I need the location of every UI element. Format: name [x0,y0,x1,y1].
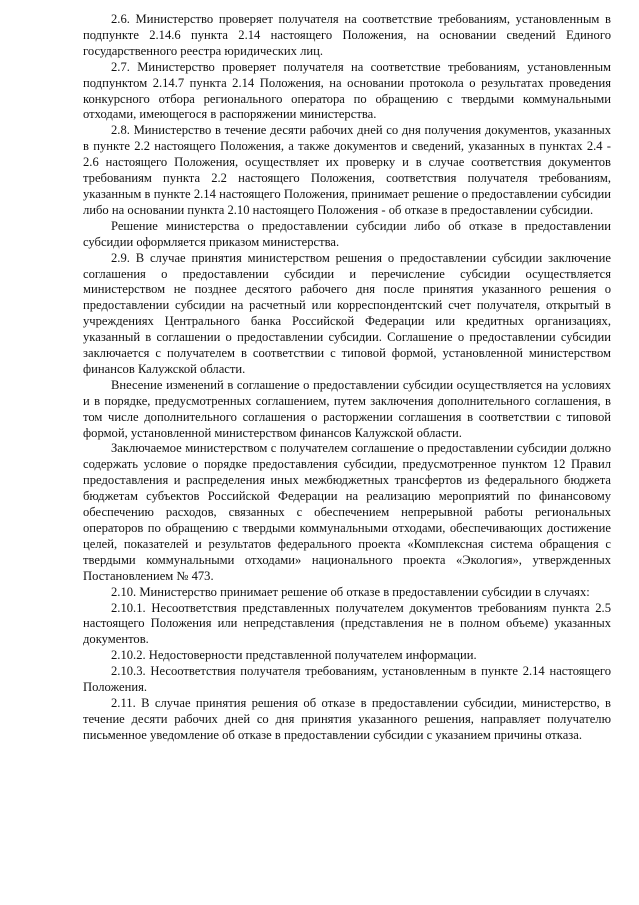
paragraph-2-10: 2.10. Министерство принимает решение об отказе в предоставлении субсидии в случаях: [111,584,590,599]
paragraph-2-8: 2.8. Министерство в течение десяти рабочих дней со дня получения документов, указанных в пункте 2.2 настоящего Положения, а также документов и сведений, указанных в пунктах 2.4 - 2.6 настоящего Положения, осуществляет их проверку и в случае соответствия документов требованиям пункта 2.2 настоящего Положения, соответствия получателя требованиям, указанным в пункте 2.14 настоящего Положения, принимает решение о предоставлении субсидии либо на основании пункта 2.10 настоящего Положения - об отказе в предоставлении субсидии. [83,123,611,217]
paragraph-decision: Решение министерства о предоставлении субсидии либо об отказе в предоставлении субсидии оформляется приказом министерства. [83,218,611,249]
paragraph-amendments: Внесение изменений в соглашение о предоставлении субсидии осуществляется на условиях и в порядке, предусмотренных соглашением, путем заключения дополнительного соглашения, в том числе дополнительного соглашения о расторжении соглашения в соответствии с типовой формой, установленной министерством финансов Калужской области. [83,377,611,440]
paragraph-2-6: 2.6. Министерство проверяет получателя на соответствие требованиям, установленным в подпункте 2.14.6 пункта 2.14 настоящего Положения, на основании сведений Единого государственного реестра юридических лиц. [83,12,611,58]
paragraph-2-10-1: 2.10.1. Несоответствия представленных получателем документов требованиям пункта 2.5 настоящего Положения или непредставления (представления не в полном объеме) указанных документов. [83,600,611,647]
paragraph-agreement-conditions: Заключаемое министерством с получателем соглашение о предоставлении субсидии должно содержать условие о порядке предоставления субсидии, предусмотренное пунктом 12 Правил предоставления и распределения иных межбюджетных трансфертов из федерального бюджета бюджетам субъектов Российской Федерации на реализацию мероприятий по финансовому обеспечению расходов, связанных с обеспечением непрерывной работы региональных операторов по обращению с твердыми коммунальными отходами, обеспечивающих достижение целей, показателей и результатов федерального проекта «Комплексная система обращения с твердыми коммунальными отходами» национального проекта «Экология», утвержденных Постановлением № 473. [83,441,611,583]
paragraph-2-7: 2.7. Министерство проверяет получателя на соответствие требованиям, установленным подпунктом 2.14.7 пункта 2.14 Положения, на основании протокола о результатах проведения конкурсного отбора регионального оператора по обращению с твердыми коммунальными отходами, имеющегося в распоряжении министерства. [83,59,611,122]
paragraph-2-10-2: 2.10.2. Недостоверности представленной получателем информации. [111,648,477,663]
paragraph-2-11: 2.11. В случае принятия решения об отказе в предоставлении субсидии, министерство, в течение десяти рабочих дней со дня принятия указанного решения, направляет получателю письменное уведомление об отказе в предоставлении субсидии с указанием причины отказа. [83,695,611,742]
paragraph-2-9: 2.9. В случае принятия министерством решения о предоставлении субсидии заключение соглашения о предоставлении субсидии и перечисление субсидии осуществляется министерством не позднее десятого рабочего дня после принятия указанного решения о предоставлении субсидии на расчетный или корреспондентский счет получателя, открытый в учреждениях Центрального банка Российской Федерации или кредитных организациях, указанный в соглашении о предоставлении субсидии. Соглашение о предоставлении субсидии заключается с получателем в соответствии с типовой формой, установленной министерством финансов Калужской области. [83,250,611,376]
paragraph-2-10-3: 2.10.3. Несоответствия получателя требованиям, установленным в пункте 2.14 настоящего Положения. [83,664,611,695]
document-body [83,12,611,744]
